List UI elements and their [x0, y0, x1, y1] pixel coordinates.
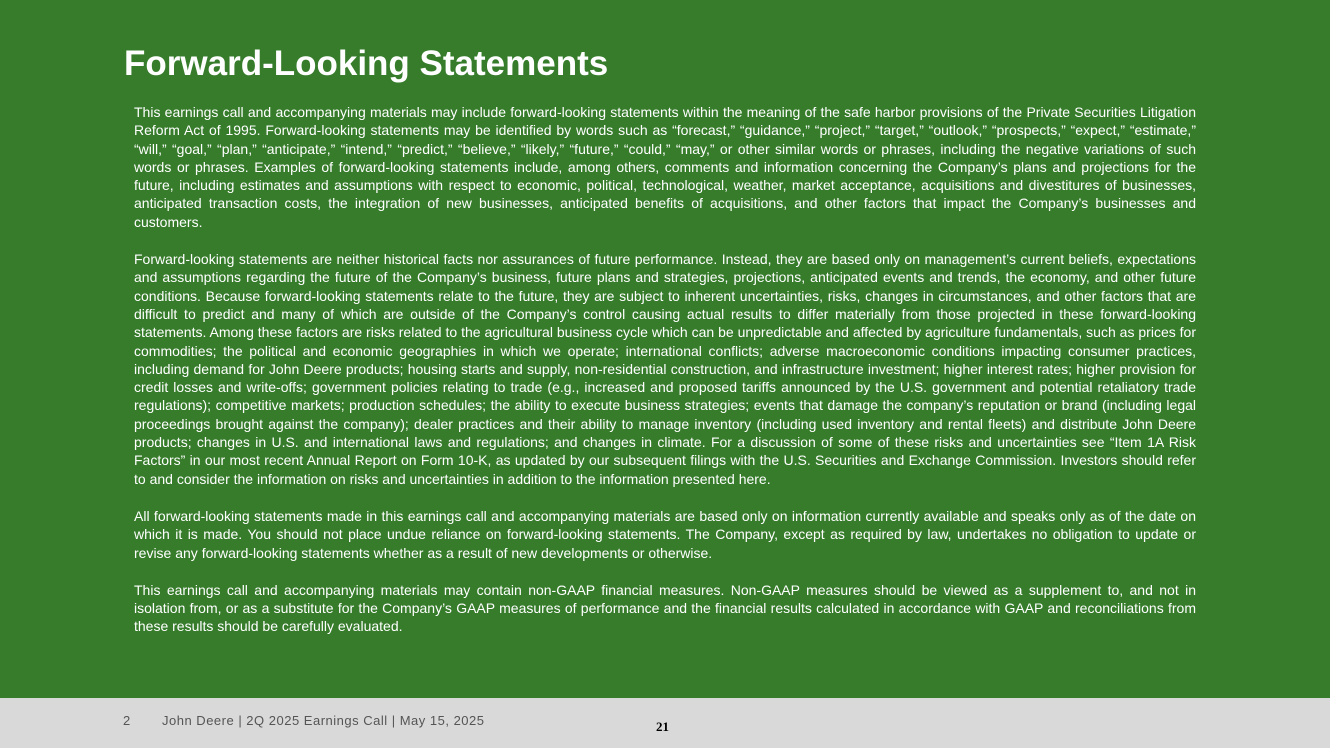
statement-body	[134, 103, 1196, 636]
paragraph-safe-harbor: This earnings call and accompanying materials may include forward-looking statements within the meaning of the safe harbor provisions of the Private Securities Litigation Reform Act of 1995. Forward-looking statements may be identified by words such as “forecast,” “guidance,” “project,” “target,” “outlook,” “prospects,” “expect,” “estimate,” “will,” “goal,” “plan,” “anticipate,” “intend,” “predict,” “believe,” “likely,” “future,” “could,” “may,” or other similar words or phrases, including the negative variations of such words or phrases. Examples of forward-looking statements include, among others, comments and information concerning the Company’s plans and projections for the future, including estimates and assumptions with respect to economic, political, technological, weather, market acceptance, acquisitions and divestitures of businesses, anticipated transaction costs, the integration of new businesses, anticipated benefits of acquisitions, and other factors that impact the Company’s businesses and customers.	[134, 104, 1196, 230]
slide-title: Forward-Looking Statements	[124, 44, 609, 83]
footer-bar	[0, 698, 1330, 748]
document-page-number: 21	[656, 719, 669, 734]
paragraph-non-gaap: This earnings call and accompanying materials may contain non-GAAP financial measures. Non-GAAP measures should be viewed as a supplement to, and not in isolation from, or as a substitute for the Company’s GAAP measures of performance and the financial results calculated in accordance with GAAP and reconciliations from these results should be carefully evaluated.	[134, 581, 1196, 635]
footer-event-label: John Deere | 2Q 2025 Earnings Call | May 15, 2025	[162, 713, 485, 728]
footer-slide-number: 2	[123, 713, 131, 728]
paragraph-risk-factors: Forward-looking statements are neither historical facts nor assurances of future performance. Instead, they are based only on management’s current beliefs, expectations and assumptions regarding the future of the Company’s business, future plans and strategies, projections, anticipated events and trends, the economy, and other future conditions. Because forward-looking statements relate to the future, they are subject to inherent uncertainties, risks, changes in circumstances, and other factors that are difficult to predict and many of which are outside of the Company’s control causing actual results to differ materially from those projected in these forward-looking statements. Among these factors are risks related to the agricultural business cycle which can be unpredictable and affected by agriculture fundamentals, such as prices for commodities; the political and economic geographies in which we operate; international conflicts; adverse macroeconomic conditions impacting consumer practices, including demand for John Deere products; housing starts and supply, non-residential construction, and infrastructure investment; higher interest rates; higher provision for credit losses and write-offs; government policies relating to trade (e.g., increased and proposed tariffs announced by the U.S. government and potential retaliatory trade regulations); competitive markets; production schedules; the ability to execute business strategies; events that damage the company’s reputation or brand (including legal proceedings brought against the company); dealer practices and their ability to manage inventory (including used inventory and rental fleets) and distribute John Deere products; changes in U.S. and international laws and regulations; and changes in climate. For a discussion of some of these risks and uncertainties see “Item 1A Risk Factors” in our most recent Annual Report on Form 10-K, as updated by our subsequent filings with the U.S. Securities and Exchange Commission. Investors should refer to and consider the information on risks and uncertainties in addition to the information presented here.	[134, 251, 1196, 487]
paragraph-no-obligation: All forward-looking statements made in this earnings call and accompanying materials are based only on information currently available and speaks only as of the date on which it is made. You should not place undue reliance on forward-looking statements. The Company, except as required by law, undertakes no obligation to update or revise any forward-looking statements whether as a result of new developments or otherwise.	[134, 507, 1196, 561]
